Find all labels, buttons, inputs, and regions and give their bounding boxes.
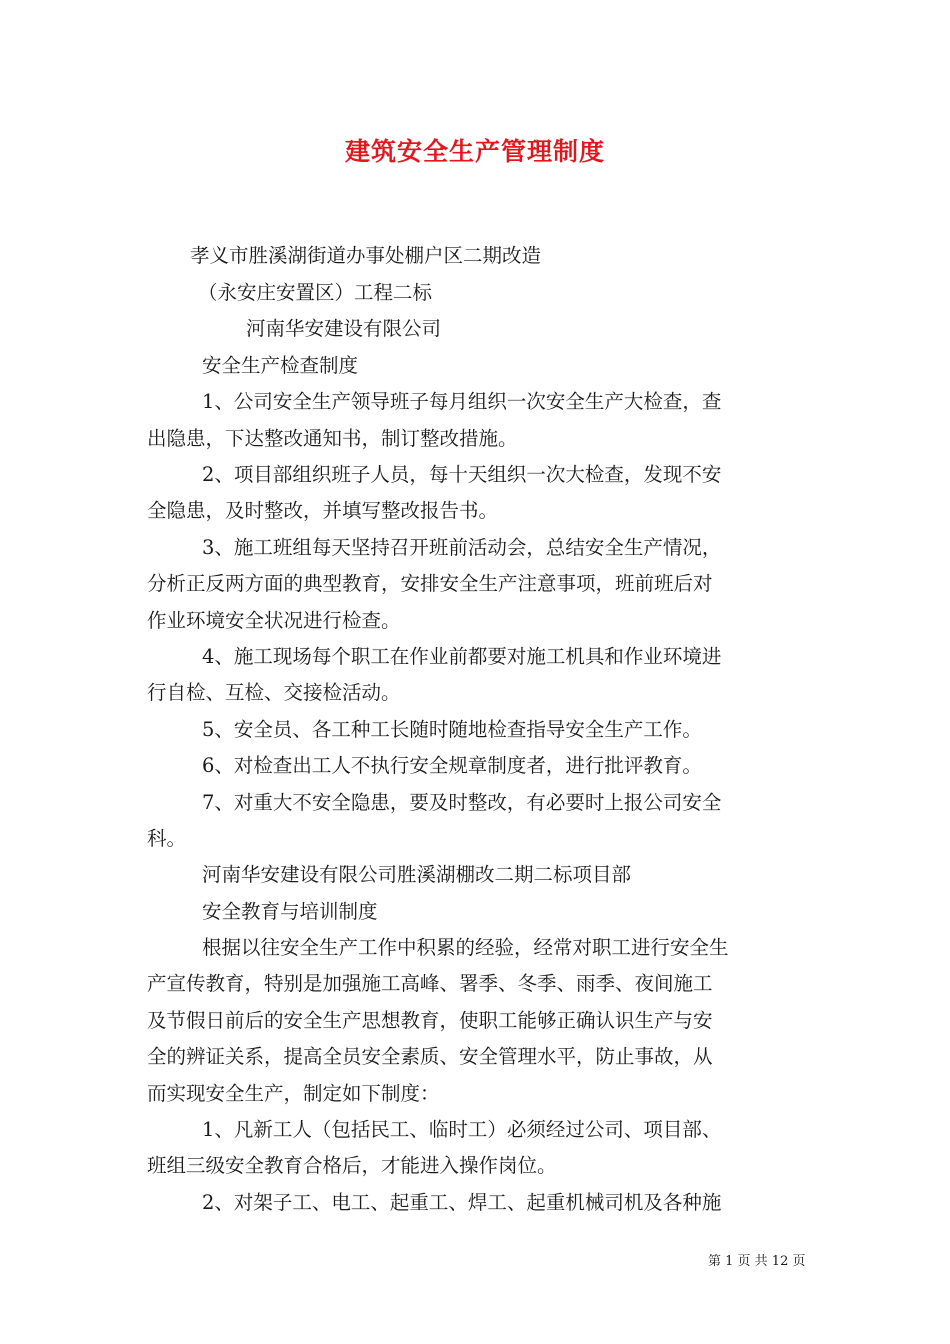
inspection-item-1-line-2: 出隐患，下达整改通知书，制订整改措施。 (147, 427, 518, 450)
section-heading-education: 安全教育与培训制度 (202, 900, 378, 923)
inspection-item-3-line-3: 作业环境安全状况进行检查。 (147, 609, 401, 632)
education-intro-line-5: 而实现安全生产，制定如下制度： (147, 1082, 440, 1105)
inspection-item-5: 5、安全员、各工种工长随时随地检查指导安全生产工作。 (202, 718, 702, 741)
project-section-line: （永安庄安置区）工程二标 (198, 281, 433, 304)
education-intro-line-1: 根据以往安全生产工作中积累的经验，经常对职工进行安全生 (202, 936, 729, 959)
inspection-item-4-line-2: 行自检、互检、交接检活动。 (147, 681, 401, 704)
education-item-2-line-1: 2、对架子工、电工、起重工、焊工、起重机械司机及各种施 (202, 1191, 722, 1214)
company-name-line: 河南华安建设有限公司 (246, 317, 442, 340)
education-intro-line-2: 产宣传教育，特别是加强施工高峰、署季、冬季、雨季、夜间施工 (147, 972, 713, 995)
project-department-signature: 河南华安建设有限公司胜溪湖棚改二期二标项目部 (202, 863, 632, 886)
education-item-1-line-2: 班组三级安全教育合格后，才能进入操作岗位。 (147, 1154, 557, 1177)
inspection-item-7-line-2: 科。 (147, 827, 187, 850)
project-name-line: 孝义市胜溪湖街道办事处棚户区二期改造 (190, 244, 542, 267)
inspection-item-3-line-1: 3、施工班组每天坚持召开班前活动会，总结安全生产情况， (202, 536, 722, 559)
education-intro-line-4: 全的辨证关系，提高全员安全素质、安全管理水平，防止事故，从 (147, 1045, 713, 1068)
inspection-item-6: 6、对检查出工人不执行安全规章制度者，进行批评教育。 (202, 754, 702, 777)
section-heading-inspection: 安全生产检查制度 (202, 354, 359, 377)
education-intro-line-3: 及节假日前后的安全生产思想教育，使职工能够正确认识生产与安 (147, 1009, 713, 1032)
inspection-item-3-line-2: 分析正反两方面的典型教育，安排安全生产注意事项，班前班后对 (147, 572, 713, 595)
inspection-item-2-line-2: 全隐患，及时整改，并填写整改报告书。 (147, 499, 499, 522)
inspection-item-2-line-1: 2、项目部组织班子人员，每十天组织一次大检查，发现不安 (202, 463, 722, 486)
inspection-item-7-line-1: 7、对重大不安全隐患，要及时整改，有必要时上报公司安全 (202, 791, 722, 814)
page-number-footer: 第 1 页 共 12 页 (708, 1254, 806, 1269)
document-title: 建筑安全生产管理制度 (344, 137, 605, 166)
inspection-item-1-line-1: 1、公司安全生产领导班子每月组织一次安全生产大检查，查 (202, 390, 722, 413)
inspection-item-4-line-1: 4、施工现场每个职工在作业前都要对施工机具和作业环境进 (202, 645, 722, 668)
education-item-1-line-1: 1、凡新工人（包括民工、临时工）必须经过公司、项目部、 (202, 1118, 722, 1141)
